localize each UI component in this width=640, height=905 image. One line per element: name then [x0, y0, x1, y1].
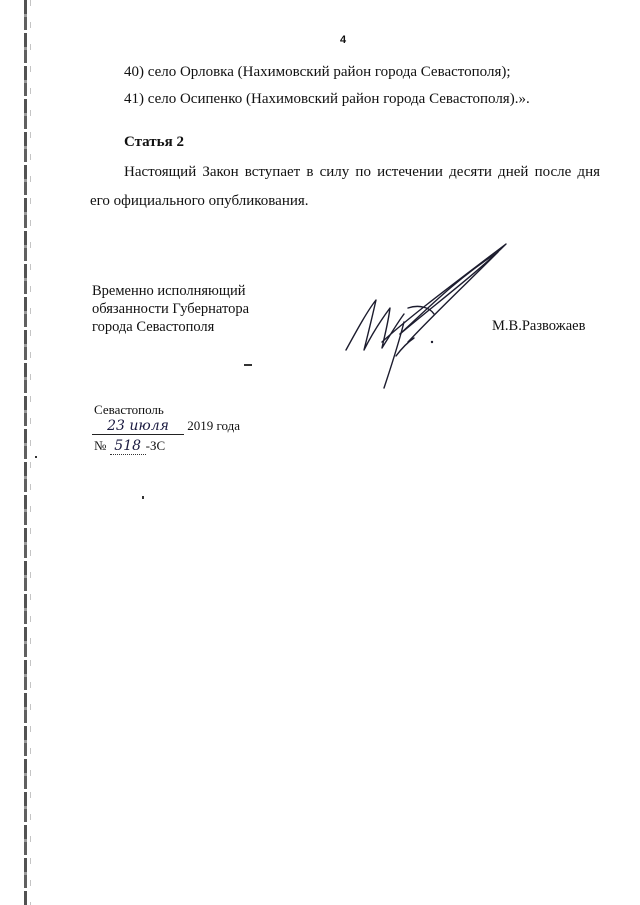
number-sign: №: [94, 438, 107, 453]
signatory-title-line1: Временно исполняющий: [92, 283, 246, 299]
scan-edge-artifact: [24, 0, 27, 905]
article-text-line1: Настоящий Закон вступает в силу по истечении десяти дней после дня: [124, 164, 600, 180]
law-number: [94, 438, 165, 455]
article-text-line2: его официального опубликования.: [90, 193, 309, 209]
article-title: Статья 2: [124, 134, 184, 150]
signatory-name: М.В.Развожаев: [492, 318, 586, 334]
page-number: 4: [340, 34, 347, 46]
signatory-title: [92, 282, 312, 336]
list-item-41: 41) село Осипенко (Нахимовский район города Севастополя).».: [124, 91, 530, 107]
issue-year: 2019 года: [187, 418, 241, 433]
issue-date: [92, 418, 240, 435]
handwritten-number: 518: [110, 439, 146, 455]
list-item-40: 40) село Орловка (Нахимовский район города Севастополя);: [124, 64, 511, 80]
issue-place: Севастополь: [94, 402, 164, 417]
scan-speck: [244, 364, 252, 366]
article-paragraph: [90, 158, 600, 216]
signatory-title-line2: обязанности Губернатора: [92, 301, 250, 317]
signatory-title-line3: города Севастополя: [92, 319, 215, 335]
scan-speck: [142, 496, 144, 499]
scan-speck: [35, 456, 37, 458]
handwritten-signature: [338, 238, 518, 394]
scan-edge-artifact-thin: [30, 0, 31, 905]
number-suffix: -ЗС: [145, 438, 166, 453]
handwritten-date: 23 июля: [92, 418, 184, 435]
